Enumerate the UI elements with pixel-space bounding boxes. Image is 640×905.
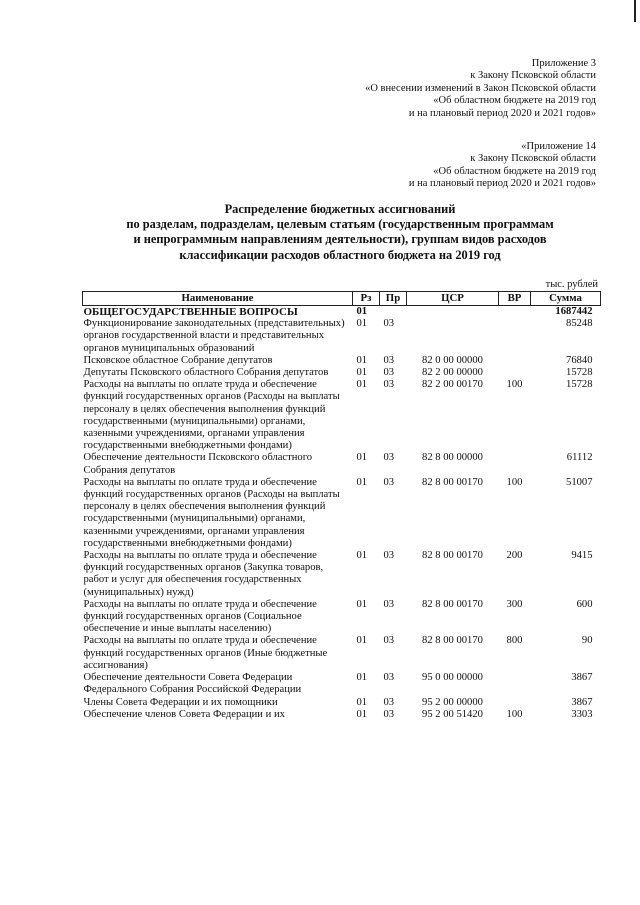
cell-pr: 03: [383, 379, 395, 391]
appendix-line: «О внесении изменений в Закон Псковской области: [365, 82, 596, 94]
title-line: классификации расходов областного бюджета на 2019 год: [179, 247, 501, 262]
appendix-line: «Об областном бюджете на 2019 год: [433, 95, 596, 107]
cell-pr: 03: [383, 598, 395, 610]
units-label: тыс. рублей: [545, 279, 598, 290]
cell-pr: 03: [383, 550, 395, 562]
cell-vr: [499, 318, 531, 355]
cell-pr: 03: [383, 635, 395, 647]
cell-name: Обеспечение членов Совета Федерации и их: [83, 708, 285, 720]
cell-sum: 3867: [571, 696, 593, 708]
cell-vr: 300: [506, 598, 523, 610]
cell-rz: 01: [356, 318, 368, 330]
cell-sum: 3867: [571, 672, 593, 684]
cell-name: ОБЩЕГОСУДАРСТВЕННЫЕ ВОПРОСЫ: [83, 306, 298, 318]
cell-vr: 200: [506, 550, 523, 562]
table-row: [83, 367, 601, 379]
budget-table: [82, 291, 601, 721]
header-sum: Сумма: [531, 292, 601, 306]
title-line: Распределение бюджетных ассигнований: [224, 202, 456, 216]
cell-vr: 100: [506, 379, 523, 391]
table-header-row: [83, 292, 601, 306]
header-pr: Пр: [380, 292, 407, 306]
cell-pr: 03: [383, 354, 395, 366]
title-line: по разделам, подразделам, целевым статьям (государственным программам: [126, 217, 554, 232]
cell-rz: 01: [356, 367, 368, 379]
cell-vr: [499, 672, 531, 696]
cell-vr: [499, 367, 531, 379]
cell-rz: 01: [356, 550, 368, 562]
cell-csr: 95 2 00 51420: [422, 708, 483, 720]
cell-sum: 61112: [566, 452, 593, 464]
cell-name: Псковское областное Собрание депутатов: [83, 354, 273, 366]
cell-pr: 03: [383, 476, 395, 488]
scan-edge-mark: [634, 0, 636, 22]
appendix-line: к Закону Псковской области: [470, 153, 596, 165]
table-body: [83, 306, 601, 721]
cell-csr: 82 8 00 00170: [422, 598, 483, 610]
cell-csr: 82 8 00 00170: [422, 550, 483, 562]
cell-rz: 01: [356, 354, 368, 366]
appendix-3-header: [365, 58, 596, 120]
cell-pr: 03: [383, 672, 395, 684]
cell-rz: 01: [356, 635, 368, 647]
appendix-line: к Закону Псковской области: [470, 70, 596, 82]
table-row: [83, 635, 601, 672]
cell-sum: 600: [576, 598, 593, 610]
cell-csr: 82 8 00 00000: [422, 452, 483, 464]
cell-csr: 82 2 00 00170: [422, 379, 483, 391]
cell-csr: 82 2 00 00000: [422, 367, 483, 379]
cell-vr: [499, 697, 531, 709]
cell-sum: 90: [581, 635, 593, 647]
header-rz: Рз: [353, 292, 380, 306]
cell-sum: 85248: [566, 318, 593, 330]
cell-name: Обеспечение деятельности Совета Федерации Федерального Собрания Российской Федерации: [83, 672, 302, 696]
appendix-line: «Об областном бюджете на 2019 год: [433, 165, 596, 177]
cell-vr: 100: [506, 476, 523, 488]
cell-name: Расходы на выплаты по оплате труда и обеспечение функций государственных органов (Закупка товаров, работ и услуг для обеспечения государственных (муниципальных) нужд): [83, 550, 324, 598]
cell-rz: 01: [356, 476, 368, 488]
header-name: Наименование: [83, 292, 353, 306]
cell-pr: 03: [383, 367, 395, 379]
cell-name: Расходы на выплаты по оплате труда и обеспечение функций государственных органов (Иные бюджетные ассигнования): [83, 635, 328, 671]
appendix-line: Приложение 3: [531, 58, 596, 69]
table-row: [83, 452, 601, 476]
cell-sum: 9415: [571, 550, 593, 562]
cell-csr: 82 8 00 00170: [422, 635, 483, 647]
cell-rz: 01: [356, 598, 368, 610]
appendix-line: и на плановый период 2020 и 2021 годов»: [408, 178, 596, 190]
cell-rz: 01: [356, 452, 368, 464]
cell-vr: 100: [506, 708, 523, 720]
cell-csr: [407, 306, 499, 319]
cell-csr: [407, 318, 499, 355]
cell-vr: [499, 452, 531, 476]
table-row: [83, 709, 601, 721]
cell-sum: 1687442: [555, 306, 593, 317]
header-vr: ВР: [499, 292, 531, 306]
cell-rz: 01: [356, 672, 368, 684]
cell-pr: 03: [383, 708, 395, 720]
cell-sum: 51007: [566, 476, 593, 488]
cell-pr: 03: [383, 452, 395, 464]
cell-rz: 01: [356, 708, 368, 720]
cell-pr: [380, 306, 407, 319]
cell-rz: 01: [356, 306, 368, 317]
cell-vr: 800: [506, 635, 523, 647]
cell-name: Расходы на выплаты по оплате труда и обеспечение функций государственных органов (Социальное обеспечение и иные выплаты населению): [83, 598, 317, 635]
cell-name: Расходы на выплаты по оплате труда и обеспечение функций государственных органов (Расходы на выплаты персоналу в целях обеспечения выполнения функций государственными (муниципальными) органами, казенными учреждениями, органами управления государственными внебюджетными фондами): [83, 476, 340, 549]
cell-sum: 76840: [566, 354, 593, 366]
table-row: [83, 599, 601, 636]
table-row: [83, 306, 601, 319]
cell-name: Члены Совета Федерации и их помощники: [83, 696, 278, 708]
cell-sum: 15728: [566, 367, 593, 379]
appendix-14-header: [409, 141, 596, 191]
cell-vr: [499, 355, 531, 367]
appendix-line: «Приложение 14: [521, 141, 596, 152]
cell-csr: 82 0 00 00000: [422, 354, 483, 366]
cell-csr: 95 2 00 00000: [422, 696, 483, 708]
title-line: и непрограммным направлениям деятельности), группам видов расходов: [133, 232, 547, 247]
table-row: [83, 477, 601, 550]
cell-vr: [499, 306, 531, 319]
cell-sum: 15728: [566, 379, 593, 391]
cell-name: Депутаты Псковского областного Собрания депутатов: [83, 367, 329, 379]
cell-pr: 03: [383, 318, 395, 330]
table-row: [83, 697, 601, 709]
cell-csr: 95 0 00 00000: [422, 672, 483, 684]
table-row: [83, 672, 601, 696]
cell-name: Расходы на выплаты по оплате труда и обеспечение функций государственных органов (Расходы на выплаты персоналу в целях обеспечения выполнения функций государственными (муниципальными) органами, казенными учреждениями, органами управления государственными внебюджетными фондами): [83, 379, 340, 452]
header-csr: ЦСР: [407, 292, 499, 306]
table-row: [83, 550, 601, 599]
cell-rz: 01: [356, 696, 368, 708]
appendix-line: и на плановый период 2020 и 2021 годов»: [408, 107, 596, 119]
cell-pr: 03: [383, 696, 395, 708]
cell-name: Функционирование законодательных (представительных) органов государственной власти и представительных органов муниципальных образований: [83, 318, 345, 354]
cell-csr: 82 8 00 00170: [422, 476, 483, 488]
table-row: [83, 355, 601, 367]
table-row: [83, 318, 601, 355]
cell-rz: 01: [356, 379, 368, 391]
table-row: [83, 379, 601, 452]
cell-sum: 3303: [571, 708, 593, 720]
document-title: [70, 202, 610, 263]
cell-name: Обеспечение деятельности Псковского областного Собрания депутатов: [83, 452, 313, 476]
